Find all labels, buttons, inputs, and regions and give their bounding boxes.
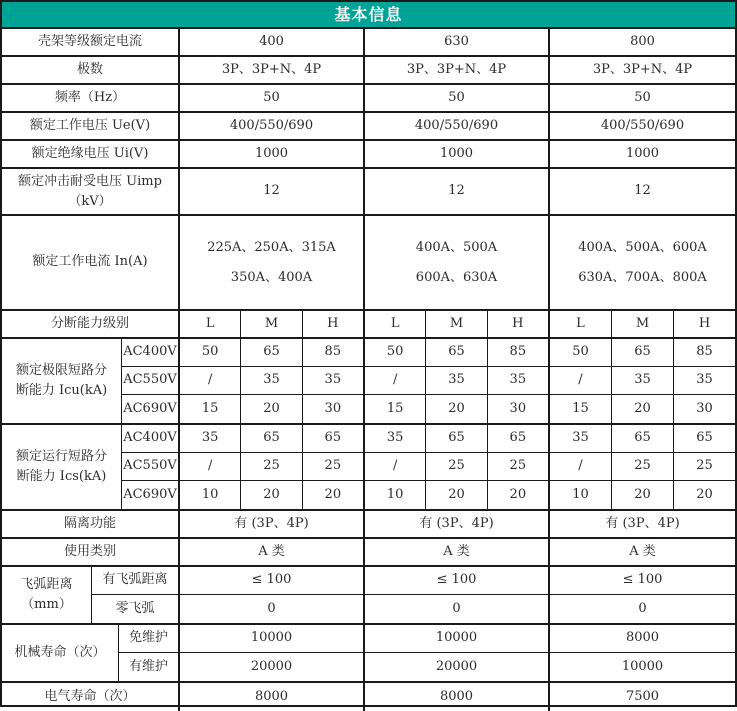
row-icu-ac550v (122, 367, 735, 395)
group-label-ics (2, 425, 122, 509)
icu-section (2, 339, 735, 425)
value-cell: 25 (324, 458, 342, 474)
value-group (550, 425, 735, 452)
value-group (365, 395, 550, 423)
value-cell: 800 (630, 33, 655, 49)
value-cell: 65 (696, 430, 713, 446)
value-cell: / (180, 453, 241, 480)
arc-rows (92, 567, 735, 623)
value-cell: L (365, 311, 426, 337)
value-group (365, 367, 550, 394)
arc-distance-section (2, 567, 735, 625)
row-uimp-voltage (2, 169, 735, 216)
value-cell: 15 (180, 395, 241, 423)
value-cell: 3P、3P+N、4P (365, 57, 550, 83)
value-cell: 12 (365, 169, 550, 214)
value-group (550, 367, 735, 394)
value-cell: 35 (241, 367, 302, 394)
row-label: 隔离功能 (2, 511, 180, 537)
value-cell (365, 216, 550, 309)
value-cell: / (365, 367, 426, 394)
value-cell: 0 (365, 595, 550, 623)
value-cell: 65 (612, 425, 674, 452)
value-cell: 1000 (180, 141, 365, 167)
row-label: 额定绝缘电压 Ui(V) (2, 141, 180, 167)
row-ics-ac550v (122, 453, 735, 481)
row-in-current (2, 216, 735, 311)
sub-label: AC400V (122, 339, 180, 366)
value-line: 400A、500A (415, 239, 498, 255)
value-cell: 65 (241, 425, 302, 452)
value-cell: 65 (509, 430, 527, 446)
value-cell: A 类 (629, 543, 656, 559)
row-icu-ac690v (122, 395, 735, 423)
value-group (180, 395, 365, 423)
value-cell: 65 (426, 339, 487, 366)
sub-label: 有飞弧距离 (92, 567, 180, 594)
mechanical-life-section (2, 625, 735, 683)
value-cell: / (365, 453, 426, 480)
table-title: 基本信息 (334, 4, 403, 24)
group-label-mech: 机械寿命（次） (2, 625, 119, 681)
value-cell: 630 (365, 29, 550, 55)
icu-rows (122, 339, 735, 423)
value-cell: 50 (365, 85, 550, 111)
group-label-arc (2, 567, 92, 623)
row-label: 使用类别 (2, 539, 180, 565)
value-cell: 30 (509, 400, 527, 416)
row-ics-ac690v (122, 481, 735, 509)
sub-label: AC690V (122, 395, 180, 423)
value-cell: 35 (324, 372, 342, 388)
value-cell: 85 (509, 344, 527, 360)
mech-rows (119, 625, 735, 681)
row-zero-arc (92, 595, 735, 623)
value-cell: 50 (365, 339, 426, 366)
row-label-line1: 额定冲击耐受电压 Uimp (18, 173, 162, 189)
value-cell: M (241, 311, 302, 337)
value-cell: 7500 (625, 688, 660, 704)
value-cell: 有 (3P、4P) (365, 511, 550, 537)
value-cell: 25 (696, 458, 713, 474)
value-cell: H (327, 315, 339, 331)
ics-section (2, 425, 735, 511)
value-cell: 65 (241, 339, 302, 366)
value-cell: ≤ 100 (365, 567, 550, 594)
ics-rows (122, 425, 735, 509)
value-cell: 10000 (365, 625, 550, 652)
value-group (550, 339, 735, 366)
row-isolation (2, 511, 735, 539)
sub-label: AC690V (122, 481, 180, 509)
value-line: 225A、250A、315A (207, 239, 336, 255)
value-cell: 20 (509, 486, 527, 502)
value-cell: 400 (180, 29, 365, 55)
row-icu-ac400v (122, 339, 735, 367)
group-label-line1: 飞弧距离 (20, 577, 73, 592)
table-header-row (2, 2, 735, 29)
value-group (180, 481, 365, 509)
value-cell: 35 (550, 425, 612, 452)
value-cell: 20000 (180, 653, 365, 681)
value-cell: 20 (241, 481, 302, 509)
value-cell: / (550, 453, 612, 480)
value-cell: 有 (3P、4P) (180, 511, 365, 537)
row-breaking-level (2, 311, 735, 339)
row-label: 额定工作电压 Ue(V) (2, 113, 180, 139)
row-frame-current (2, 29, 735, 57)
value-cell: 20000 (365, 653, 550, 681)
sub-label: AC550V (122, 453, 180, 480)
value-cell: 35 (426, 367, 487, 394)
row-ui-voltage (2, 141, 735, 169)
value-cell: 20 (426, 395, 487, 423)
value-line: 350A、400A (230, 269, 313, 285)
group-label-line1: 额定极限短路分 (15, 363, 107, 378)
value-cell: 8000 (180, 683, 365, 711)
group-label-line2: 断能力 Icu(kA) (15, 383, 108, 398)
value-cell: 3P、3P+N、4P (592, 61, 693, 77)
row-ics-ac400v (122, 425, 735, 453)
row-maintenance-free (119, 625, 735, 653)
value-cell: 0 (180, 595, 365, 623)
value-cell: 有 (3P、4P) (605, 515, 680, 531)
value-group (365, 311, 550, 337)
value-cell: A 类 (365, 539, 550, 565)
value-cell: L (550, 311, 612, 337)
value-cell: 20 (696, 486, 713, 502)
value-cell: 65 (324, 430, 342, 446)
value-cell: 20 (241, 395, 302, 423)
value-group (180, 367, 365, 394)
value-cell: 20 (426, 481, 487, 509)
value-group (365, 481, 550, 509)
value-cell: ≤ 100 (622, 572, 663, 588)
row-label: 分断能力级别 (2, 311, 180, 337)
value-cell: / (180, 367, 241, 394)
value-cell: 0 (638, 600, 647, 616)
value-cell: 30 (696, 400, 713, 416)
value-cell: 20 (612, 481, 674, 509)
value-cell: 85 (696, 344, 713, 360)
value-cell: H (698, 315, 711, 331)
value-cell: 8000 (365, 683, 550, 711)
row-category (2, 539, 735, 567)
value-cell: 15 (550, 395, 612, 423)
value-group (365, 425, 550, 452)
sub-label: AC550V (122, 367, 180, 394)
sub-label: AC400V (122, 425, 180, 452)
value-cell: M (426, 311, 487, 337)
row-label (2, 169, 180, 214)
value-cell: / (550, 367, 612, 394)
value-group (180, 339, 365, 366)
row-frequency (2, 85, 735, 113)
value-cell: 35 (612, 367, 674, 394)
row-label: 极数 (2, 57, 180, 83)
value-cell: 50 (180, 85, 365, 111)
value-cell: 35 (180, 425, 241, 452)
group-label-line1: 额定运行短路分 (15, 449, 107, 464)
value-cell: 50 (634, 89, 651, 105)
value-line: 600A、630A (415, 269, 498, 285)
value-cell (550, 216, 735, 309)
value-group (550, 453, 735, 480)
value-cell: 35 (696, 372, 713, 388)
value-cell: 65 (426, 425, 487, 452)
value-cell: 50 (550, 339, 612, 366)
row-label: 壳架等级额定电流 (2, 29, 180, 55)
value-cell: 12 (634, 183, 651, 199)
value-cell: 1000 (625, 145, 660, 161)
value-cell: 50 (180, 339, 241, 366)
value-cell (180, 216, 365, 309)
value-cell: 1000 (365, 141, 550, 167)
value-cell: M (612, 311, 674, 337)
value-cell: L (180, 311, 241, 337)
value-group (550, 311, 735, 337)
row-label: 额定工作电流 In(A) (2, 216, 180, 309)
value-cell: 3P、3P+N、4P (180, 57, 365, 83)
row-label-line2: （kV） (68, 193, 112, 209)
value-group (180, 425, 365, 452)
value-cell: ≤ 100 (180, 567, 365, 594)
group-label-line2: 断能力 Ics(kA) (16, 469, 107, 484)
value-cell: 15 (365, 395, 426, 423)
row-label: 频率（Hz） (2, 85, 180, 111)
group-label-line2: （mm） (21, 597, 72, 612)
value-cell: 65 (612, 339, 674, 366)
row-with-maintenance (119, 653, 735, 681)
sub-label: 免维护 (119, 625, 180, 652)
value-cell: 35 (509, 372, 527, 388)
value-cell: A 类 (180, 539, 365, 565)
value-cell: 12 (180, 169, 365, 214)
value-cell: 30 (324, 400, 342, 416)
value-group (180, 453, 365, 480)
value-group (550, 481, 735, 509)
value-cell: 8000 (625, 630, 660, 646)
value-cell: 25 (612, 453, 674, 480)
value-cell: 25 (426, 453, 487, 480)
value-cell: 10000 (180, 625, 365, 652)
value-cell: 85 (324, 344, 342, 360)
value-cell: 10 (365, 481, 426, 509)
row-arc-distance (92, 567, 735, 595)
value-line: 630A、700A、800A (578, 269, 707, 285)
value-cell: 400/550/690 (365, 113, 550, 139)
value-cell: 20 (612, 395, 674, 423)
value-cell: 10000 (621, 658, 664, 674)
group-label-icu (2, 339, 122, 423)
row-label: 电气寿命（次） (2, 683, 180, 711)
row-ue-voltage (2, 113, 735, 141)
value-group (180, 311, 365, 337)
value-cell: 35 (365, 425, 426, 452)
row-poles (2, 57, 735, 85)
value-group (365, 339, 550, 366)
value-cell: 25 (509, 458, 527, 474)
value-cell: 400/550/690 (180, 113, 365, 139)
value-cell: 10 (180, 481, 241, 509)
value-cell: 20 (324, 486, 342, 502)
value-group (550, 395, 735, 423)
value-cell: 400/550/690 (600, 117, 685, 133)
value-cell: 25 (241, 453, 302, 480)
value-cell: 10 (550, 481, 612, 509)
sub-label: 零飞弧 (92, 595, 180, 623)
sub-label: 有维护 (119, 653, 180, 681)
value-group (365, 453, 550, 480)
value-line: 400A、500A、600A (578, 239, 707, 255)
value-cell: H (512, 315, 524, 331)
